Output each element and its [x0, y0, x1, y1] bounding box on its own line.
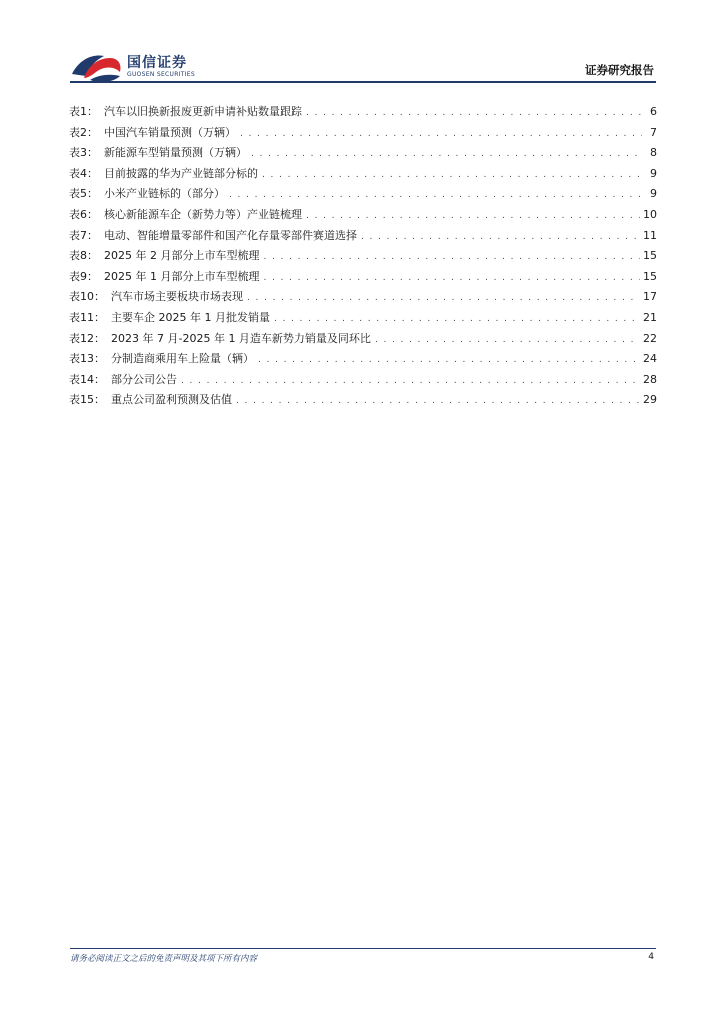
- toc-entry-number: 表13：: [69, 352, 105, 366]
- toc-entry-page: 8: [650, 146, 657, 160]
- toc-dot-leader: [262, 165, 642, 186]
- toc-entry-page: 15: [643, 269, 657, 283]
- toc-entry-page: 24: [643, 352, 657, 366]
- toc-entry-number: 表11：: [69, 310, 105, 324]
- page-header: [70, 48, 656, 84]
- toc-entry-title: 分制造商乘用车上险量（辆）: [111, 352, 254, 366]
- toc-entry-page: 15: [643, 249, 657, 263]
- toc-entry-title: 2023 年 7 月-2025 年 1 月造车新势力销量及同环比: [111, 331, 371, 345]
- toc-entry[interactable]: [69, 164, 657, 185]
- toc-entry[interactable]: [69, 267, 657, 288]
- toc-entry-title: 2025 年 1 月部分上市车型梳理: [104, 269, 260, 283]
- toc-entry-number: 表8：: [69, 249, 98, 263]
- report-type-label: 证券研究报告: [585, 63, 654, 77]
- toc-entry[interactable]: [69, 370, 657, 391]
- toc-entry-page: 6: [650, 105, 657, 118]
- toc-entry-title: 电动、智能增量零部件和国产化存量零部件赛道选择: [104, 228, 357, 242]
- toc-entry[interactable]: [69, 246, 657, 267]
- toc-entry-page: 9: [650, 187, 657, 201]
- toc-entry[interactable]: [69, 349, 657, 370]
- toc-entry-title: 小米产业链标的（部分）: [104, 187, 225, 201]
- footer-divider: [70, 948, 656, 949]
- toc-entry-number: 表2：: [69, 125, 98, 139]
- toc-entry-number: 表1：: [69, 105, 98, 118]
- toc-entry[interactable]: [69, 226, 657, 247]
- toc-entry-number: 表9：: [69, 269, 98, 283]
- page-number: 4: [648, 952, 654, 962]
- toc-entry-number: 表7：: [69, 228, 98, 242]
- toc-dot-leader: [306, 206, 640, 227]
- toc-entry-title: 汽车以旧换新报废更新申请补贴数量跟踪: [104, 105, 302, 118]
- disclaimer-note: 请务必阅读正文之后的免责声明及其项下所有内容: [70, 954, 258, 964]
- toc-entry-page: 28: [643, 372, 657, 386]
- toc-entry-number: 表3：: [69, 146, 98, 160]
- toc-entry-number: 表6：: [69, 207, 98, 221]
- toc-entry-number: 表14：: [69, 372, 105, 386]
- toc-entry-page: 17: [643, 290, 657, 304]
- toc-entry-page: 29: [643, 393, 657, 407]
- toc-entry[interactable]: [69, 143, 657, 164]
- toc-dot-leader: [251, 144, 642, 165]
- toc-entry[interactable]: [69, 308, 657, 329]
- toc-entry-title: 目前披露的华为产业链部分标的: [104, 166, 258, 180]
- toc-entry[interactable]: [69, 205, 657, 226]
- company-logo: [70, 48, 230, 84]
- toc-dot-leader: [361, 227, 640, 248]
- toc-dot-leader: [258, 350, 640, 371]
- toc-dot-leader: [181, 371, 640, 392]
- toc-entry[interactable]: [69, 184, 657, 205]
- toc-entry-title: 2025 年 2 月部分上市车型梳理: [104, 249, 260, 263]
- toc-entry-title: 主要车企 2025 年 1 月批发销量: [111, 310, 270, 324]
- toc-entry-title: 部分公司公告: [111, 372, 177, 386]
- toc-entry[interactable]: [69, 123, 657, 144]
- toc-entry-number: 表15：: [69, 393, 105, 407]
- toc-dot-leader: [240, 124, 642, 145]
- toc-entry-title: 重点公司盈利预测及估值: [111, 393, 232, 407]
- toc-entry[interactable]: [69, 329, 657, 350]
- toc-entry-page: 11: [643, 228, 657, 242]
- toc-entry-page: 9: [650, 166, 657, 180]
- toc-entry[interactable]: [69, 287, 657, 308]
- toc-entry[interactable]: [69, 390, 657, 411]
- toc-entry-page: 21: [643, 310, 657, 324]
- logo-chinese-name: 国信证券: [127, 55, 187, 71]
- toc-entry-title: 中国汽车销量预测（万辆）: [104, 125, 236, 139]
- toc-entry-number: 表12：: [69, 331, 105, 345]
- header-divider: [70, 81, 656, 83]
- toc-dot-leader: [247, 288, 640, 309]
- toc-dot-leader: [306, 103, 642, 124]
- toc-entry-number: 表5：: [69, 187, 98, 201]
- toc-dot-leader: [375, 330, 640, 351]
- toc-entry-number: 表10：: [69, 290, 105, 304]
- toc-entry-title: 新能源车型销量预测（万辆）: [104, 146, 247, 160]
- toc-entry-page: 22: [643, 331, 657, 345]
- toc-entry-page: 10: [643, 207, 657, 221]
- table-of-tables: [69, 102, 657, 411]
- toc-dot-leader: [263, 268, 640, 289]
- toc-entry-title: 汽车市场主要板块市场表现: [111, 290, 243, 304]
- toc-entry[interactable]: [69, 102, 657, 123]
- toc-entry-number: 表4：: [69, 166, 98, 180]
- guosen-logo-icon: [70, 48, 126, 84]
- toc-entry-page: 7: [650, 125, 657, 139]
- toc-dot-leader: [229, 185, 642, 206]
- toc-dot-leader: [236, 391, 640, 412]
- logo-english-name: GUOSEN SECURITIES: [127, 71, 196, 78]
- toc-dot-leader: [263, 247, 640, 268]
- toc-dot-leader: [274, 309, 640, 330]
- toc-entry-title: 核心新能源车企（新势力等）产业链梳理: [104, 207, 302, 221]
